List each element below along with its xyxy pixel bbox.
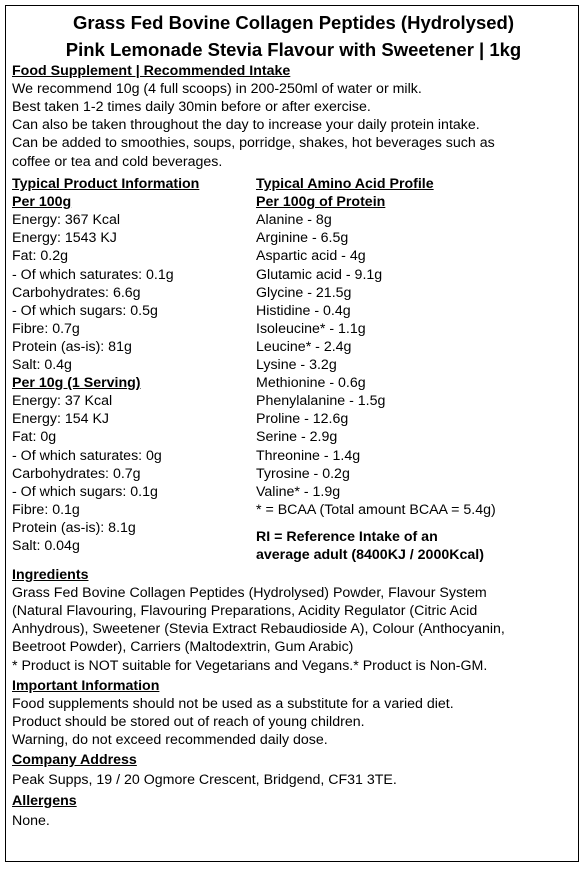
amino-row: Threonine - 1.4g bbox=[256, 447, 361, 464]
amino-row: Aspartic acid - 4g bbox=[256, 248, 366, 265]
supplement-line: Can be added to smoothies, soups, porridge, shakes, hot beverages such as bbox=[12, 135, 495, 152]
nutrition-heading: Typical Product Information bbox=[12, 176, 200, 192]
nutrition-row: Fat: 0g bbox=[12, 429, 57, 446]
amino-row: Isoleucine* - 1.1g bbox=[256, 320, 366, 337]
nutrition-row: - Of which sugars: 0.1g bbox=[12, 483, 158, 500]
ingredients-line: Anhydrous), Sweetener (Stevia Extract Rebaudioside A), Colour (Anthocyanin, bbox=[12, 621, 505, 638]
ingredients-line: (Natural Flavouring, Flavouring Preparations, Acidity Regulator (Citric Acid bbox=[12, 603, 478, 620]
product-title-line-2: Pink Lemonade Stevia Flavour with Sweetener | 1kg bbox=[65, 39, 522, 60]
supplement-heading: Food Supplement | Recommended Intake bbox=[12, 63, 291, 79]
allergens-heading: Allergens bbox=[12, 793, 77, 809]
supplement-line: coffee or tea and cold beverages. bbox=[12, 153, 223, 170]
nutrition-row: Energy: 367 Kcal bbox=[12, 212, 121, 229]
nutrition-row: Salt: 0.4g bbox=[12, 357, 72, 373]
company-address: Peak Supps, 19 / 20 Ogmore Crescent, Bridgend, CF31 3TE. bbox=[12, 772, 397, 789]
ingredients-heading: Ingredients bbox=[12, 567, 89, 583]
bcaa-note: * = BCAA (Total amount BCAA = 5.4g) bbox=[256, 501, 496, 518]
important-heading: Important Information bbox=[12, 678, 160, 694]
nutrition-row: Energy: 37 Kcal bbox=[12, 393, 113, 410]
allergens-value: None. bbox=[12, 813, 50, 830]
important-line: Warning, do not exceed recommended daily dose. bbox=[12, 732, 328, 749]
ri-note-line-2: average adult (8400KJ / 2000Kcal) bbox=[256, 546, 484, 563]
per-100g-heading: Per 100g bbox=[12, 194, 72, 211]
nutrition-row: Fibre: 0.7g bbox=[12, 320, 80, 337]
ingredients-line: Grass Fed Bovine Collagen Peptides (Hydrolysed) Powder, Flavour System bbox=[12, 585, 487, 602]
important-line: Food supplements should not be used as a substitute for a varied diet. bbox=[12, 696, 454, 713]
amino-row: Proline - 12.6g bbox=[256, 411, 349, 428]
amino-row: Alanine - 8g bbox=[256, 212, 332, 229]
product-title-line-1: Grass Fed Bovine Collagen Peptides (Hydrolysed) bbox=[72, 12, 515, 33]
nutrition-row: Salt: 0.04g bbox=[12, 538, 80, 554]
supplement-line: We recommend 10g (4 full scoops) in 200-250ml of water or milk. bbox=[12, 81, 422, 98]
amino-row: Serine - 2.9g bbox=[256, 429, 338, 446]
amino-row: Phenylalanine - 1.5g bbox=[256, 393, 386, 410]
nutrition-row: Carbohydrates: 0.7g bbox=[12, 465, 141, 482]
amino-row: Methionine - 0.6g bbox=[256, 375, 366, 392]
nutrition-row: - Of which saturates: 0g bbox=[12, 447, 162, 464]
ingredients-line: * Product is NOT suitable for Vegetarians and Vegans.* Product is Non-GM. bbox=[12, 657, 488, 674]
nutrition-row: - Of which sugars: 0.5g bbox=[12, 302, 158, 319]
supplement-line: Best taken 1-2 times daily 30min before or after exercise. bbox=[12, 99, 371, 116]
company-heading: Company Address bbox=[12, 752, 137, 768]
amino-row: Histidine - 0.4g bbox=[256, 302, 351, 319]
nutrition-row: Fat: 0.2g bbox=[12, 248, 68, 265]
amino-subheading: Per 100g of Protein bbox=[256, 194, 386, 211]
nutrition-row: Fibre: 0.1g bbox=[12, 501, 80, 518]
ingredients-line: Beetroot Powder), Carriers (Maltodextrin, Gum Arabic) bbox=[12, 639, 354, 656]
nutrition-row: Energy: 154 KJ bbox=[12, 411, 110, 428]
nutrition-row: Protein (as-is): 81g bbox=[12, 338, 132, 355]
amino-row: Lysine - 3.2g bbox=[256, 357, 337, 373]
nutrition-row: Protein (as-is): 8.1g bbox=[12, 519, 136, 536]
nutrition-row: Energy: 1543 KJ bbox=[12, 230, 117, 247]
amino-row: Arginine - 6.5g bbox=[256, 230, 349, 247]
amino-row: Glutamic acid - 9.1g bbox=[256, 266, 383, 283]
amino-heading: Typical Amino Acid Profile bbox=[256, 176, 434, 192]
amino-row: Tyrosine - 0.2g bbox=[256, 465, 350, 482]
nutrition-row: - Of which saturates: 0.1g bbox=[12, 266, 174, 283]
amino-row: Valine* - 1.9g bbox=[256, 483, 341, 500]
important-line: Product should be stored out of reach of young children. bbox=[12, 714, 365, 731]
amino-row: Glycine - 21.5g bbox=[256, 284, 352, 301]
per-10g-heading: Per 10g (1 Serving) bbox=[12, 375, 141, 392]
ri-note-line-1: RI = Reference Intake of an bbox=[256, 528, 438, 545]
nutrition-row: Carbohydrates: 6.6g bbox=[12, 284, 141, 301]
amino-row: Leucine* - 2.4g bbox=[256, 338, 352, 355]
supplement-line: Can also be taken throughout the day to increase your daily protein intake. bbox=[12, 117, 480, 134]
